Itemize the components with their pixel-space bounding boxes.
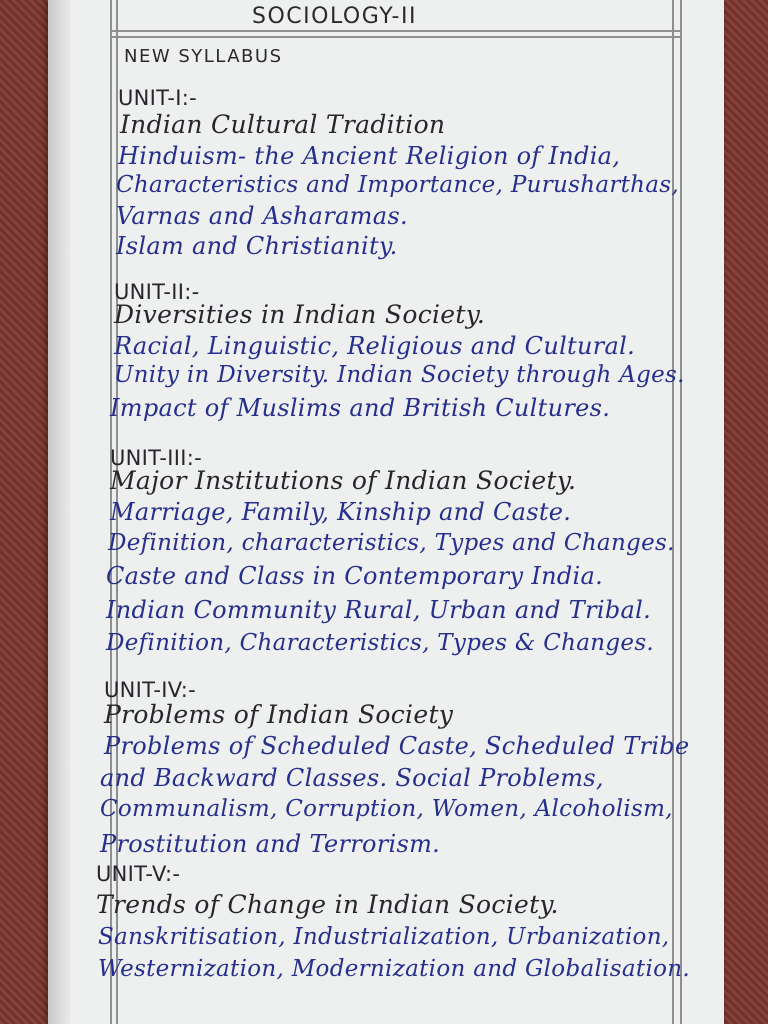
margin-line-right — [672, 0, 674, 1024]
unit-3-heading: UNIT-III:- — [110, 446, 202, 470]
unit-1-line: Hinduism- the Ancient Religion of India, — [118, 142, 621, 170]
unit-2-line: Racial, Linguistic, Religious and Cultural. — [114, 332, 636, 360]
unit-3-topic: Major Institutions of Indian Society. — [110, 466, 577, 495]
unit-1-line: Characteristics and Importance, Purusharthas, — [116, 172, 680, 198]
unit-4-heading: UNIT-IV:- — [104, 678, 196, 702]
unit-5-line: Sanskritisation, Industrialization, Urbanization, — [98, 924, 670, 950]
unit-5-line: Westernization, Modernization and Globalisation. — [98, 956, 690, 982]
unit-1-heading: UNIT-I:- — [118, 86, 197, 110]
unit-2-line: Unity in Diversity. Indian Society through Ages. — [114, 362, 685, 388]
margin-line-right-outer — [680, 0, 682, 1024]
unit-4-line: Communalism, Corruption, Women, Alcoholism, — [100, 796, 673, 822]
unit-1-line: Islam and Christianity. — [116, 232, 398, 260]
unit-1-line: Varnas and Asharamas. — [116, 202, 408, 230]
unit-2-heading: UNIT-II:- — [114, 280, 200, 304]
unit-3-line: Caste and Class in Contemporary India. — [106, 562, 604, 590]
unit-3-line: Definition, Characteristics, Types & Changes. — [106, 630, 655, 656]
page-binding-edge — [48, 0, 70, 1024]
unit-3-line: Definition, characteristics, Types and Changes. — [108, 530, 675, 556]
unit-4-line: Problems of Scheduled Caste, Scheduled Tribe — [104, 732, 690, 760]
header-rule-top — [110, 30, 680, 32]
header-rule-bottom — [110, 36, 680, 38]
page-subtitle: NEW SYLLABUS — [124, 46, 283, 67]
unit-4-line: Prostitution and Terrorism. — [100, 830, 441, 858]
unit-2-line: Impact of Muslims and British Cultures. — [110, 394, 611, 422]
unit-4-line: and Backward Classes. Social Problems, — [100, 764, 604, 792]
unit-5-heading: UNIT-V:- — [96, 862, 181, 886]
unit-4-topic: Problems of Indian Society — [104, 700, 454, 729]
unit-3-line: Indian Community Rural, Urban and Tribal. — [106, 596, 652, 624]
page-title: SOCIOLOGY-II — [252, 4, 417, 29]
unit-3-line: Marriage, Family, Kinship and Caste. — [110, 498, 572, 526]
unit-5-topic: Trends of Change in Indian Society. — [96, 890, 559, 919]
unit-1-topic: Indian Cultural Tradition — [120, 110, 446, 139]
unit-2-topic: Diversities in Indian Society. — [114, 300, 486, 329]
